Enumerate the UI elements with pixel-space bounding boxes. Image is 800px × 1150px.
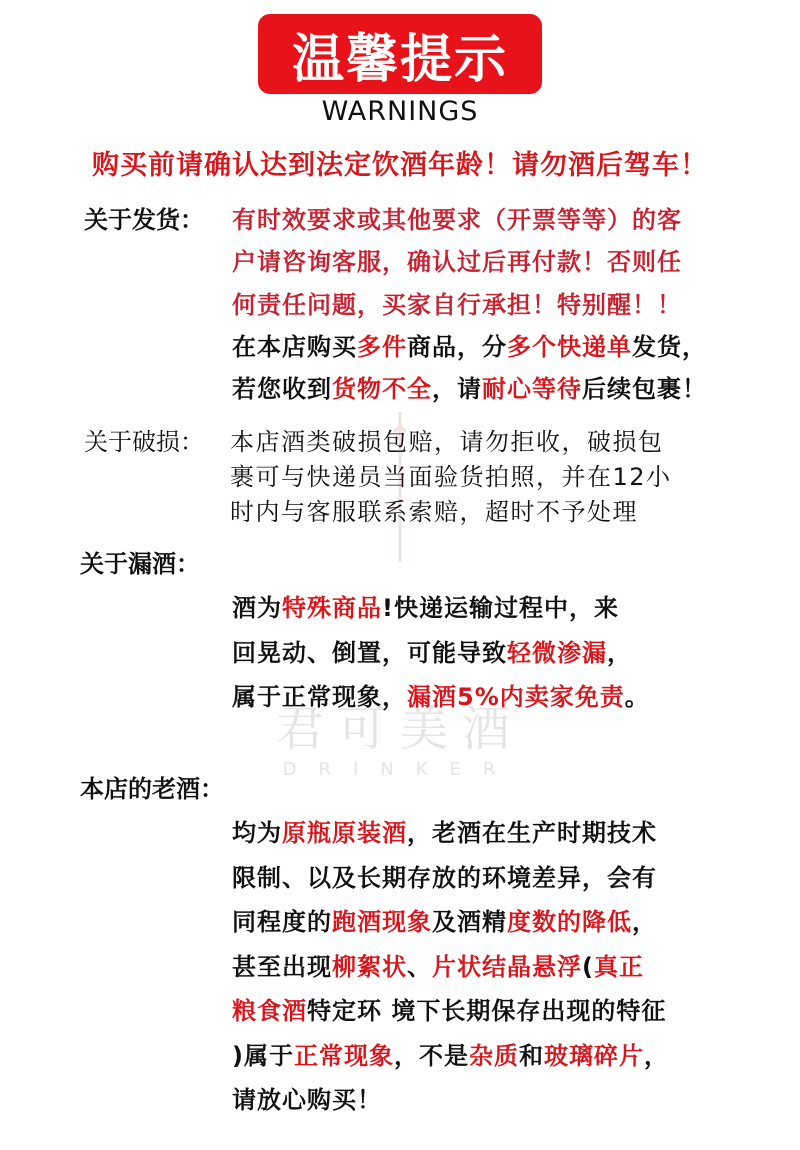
text-segment: 、: [407, 953, 432, 981]
text-segment: 甚至出现: [232, 953, 332, 981]
old-wine-label: 本店的老酒：: [80, 775, 224, 803]
text-segment: ，: [643, 1042, 669, 1070]
text-segment: 酒为: [232, 594, 282, 622]
text-segment: 和: [518, 1042, 544, 1070]
title-badge: [258, 14, 542, 94]
old-wine-line: [232, 858, 657, 893]
damage-line: 裹可与快递员当面验货拍照，并在12小: [230, 463, 672, 491]
text-segment: !快递运输过程中，来: [382, 594, 619, 622]
damage-label: 关于破损：: [84, 428, 204, 456]
page-subtitle: WARNINGS: [321, 96, 479, 127]
leak-line: [232, 588, 619, 623]
text-segment: 商品，分: [407, 333, 507, 361]
text-segment: 请放心购买！: [232, 1086, 382, 1114]
shipping-label: 关于发货：: [84, 206, 204, 234]
highlight-segment: 轻微渗漏: [507, 639, 607, 667]
text-segment: )属于: [232, 1042, 294, 1070]
text-segment: 回晃动、倒置，可能导致: [232, 639, 507, 667]
text-segment: 。: [624, 683, 650, 711]
leak-line: [232, 677, 650, 712]
highlight-segment: 跑酒现象: [332, 908, 432, 936]
text-segment: ，: [632, 908, 657, 936]
highlight-segment: 片状结晶悬浮: [432, 953, 582, 981]
damage-line: 时内与客服联系索赔，超时不予处理: [230, 498, 638, 526]
highlight-segment: 原瓶原装酒: [282, 819, 407, 847]
highlight-segment: 真正: [593, 953, 644, 981]
highlight-segment: 货物不全: [332, 375, 432, 403]
text-segment: (: [582, 953, 594, 981]
old-wine-line: [232, 902, 657, 937]
highlight-segment: 耐心等待: [482, 375, 582, 403]
text-segment: 同程度的: [232, 908, 332, 936]
text-segment: 属于正常现象，: [232, 683, 407, 711]
text-segment: 限制、以及长期存放的环境差异，会有: [232, 864, 657, 892]
old-wine-line: [232, 991, 666, 1026]
old-wine-line: [232, 813, 657, 848]
text-segment: 发货，: [632, 333, 707, 361]
highlight-segment: 多件: [357, 333, 407, 361]
highlight-segment: 粮食酒: [232, 997, 307, 1025]
highlight-segment: 漏酒5%内卖家免责: [407, 683, 625, 711]
old-wine-line: [232, 1036, 669, 1071]
shipping-line: [232, 369, 707, 404]
shipping-line: 户请咨询客服，确认过后再付款！否则任: [232, 248, 682, 276]
highlight-segment: 柳絮状: [332, 953, 407, 981]
text-segment: ，老酒在生产时期技术: [407, 819, 657, 847]
leak-line: [232, 633, 632, 668]
page-title: 温馨提示: [291, 29, 508, 90]
highlight-segment: 杂质: [468, 1042, 519, 1070]
highlight-segment: 玻璃碎片: [543, 1042, 644, 1070]
age-warning: 购买前请确认达到法定饮酒年龄！请勿酒后驾车！: [92, 150, 708, 181]
text-segment: 后续包裹！: [582, 375, 707, 403]
text-segment: 均为: [232, 819, 282, 847]
text-segment: 若您收到: [232, 375, 332, 403]
text-segment: ，不是: [393, 1042, 469, 1070]
highlight-segment: 正常现象: [293, 1042, 394, 1070]
text-segment: 在本店购买: [232, 333, 357, 361]
old-wine-line: [232, 947, 644, 982]
watermark-subtext: DRINKER: [282, 759, 518, 780]
text-segment: 特定环 境下长期保存出现的特征: [307, 997, 667, 1025]
old-wine-line: [232, 1080, 382, 1115]
shipping-line: [232, 327, 707, 362]
highlight-segment: 多个快递单: [507, 333, 632, 361]
damage-line: 本店酒类破损包赔，请勿拒收，破损包: [230, 428, 664, 456]
shipping-line: 有时效要求或其他要求（开票等等）的客: [232, 206, 682, 234]
text-segment: 及酒精: [432, 908, 507, 936]
text-segment: ，: [607, 639, 632, 667]
highlight-segment: 特殊商品: [282, 594, 382, 622]
highlight-segment: 度数的降低: [507, 908, 632, 936]
leak-label: 关于漏酒：: [80, 550, 200, 578]
text-segment: ，请: [432, 375, 482, 403]
watermark-text: 君可美酒: [275, 701, 524, 757]
shipping-line: 何责任问题，买家自行承担！特别醒！！: [232, 291, 682, 319]
